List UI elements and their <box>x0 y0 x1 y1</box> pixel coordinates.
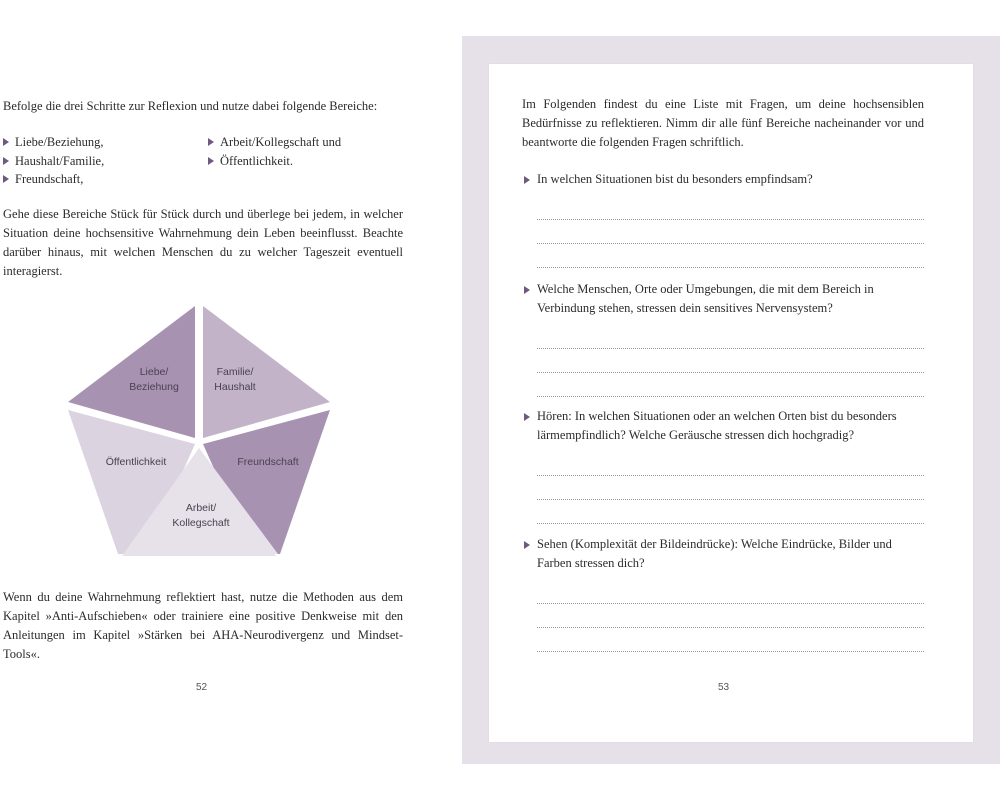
label-familie-2: Haushalt <box>214 381 256 393</box>
triangle-bullet-icon <box>524 176 530 184</box>
pentagon-diagram <box>62 302 338 560</box>
answer-lines <box>537 325 924 397</box>
triangle-bullet-icon <box>208 138 214 146</box>
page-number-left: 52 <box>196 682 208 693</box>
bullet-column-1 <box>3 133 104 189</box>
answer-line[interactable] <box>537 580 924 604</box>
label-familie-1: Familie/ <box>216 366 254 378</box>
question-block-3 <box>522 407 924 524</box>
question-block-1 <box>522 170 924 268</box>
answer-line[interactable] <box>537 604 924 628</box>
label-liebe-1: Liebe/ <box>139 366 169 378</box>
answer-lines <box>537 196 924 268</box>
list-item: Arbeit/Kollegschaft und <box>208 133 341 152</box>
list-item: Haushalt/Familie, <box>3 152 104 171</box>
triangle-bullet-icon <box>524 413 530 421</box>
left-paragraph-2: Wenn du deine Wahrnehmung reflektiert hast, nutze die Methoden aus dem Kapitel »Anti-Aufschieben« oder trainiere eine positive Denkweise mit den Anleitungen im Kapitel »Stärken bei AHA-Neurodivergenz und Mindset-Tools«. <box>3 590 403 661</box>
bullet-column-2 <box>208 133 341 170</box>
question-block-4 <box>522 535 924 652</box>
answer-line[interactable] <box>537 476 924 500</box>
page-number-right: 53 <box>718 682 730 693</box>
triangle-bullet-icon <box>524 541 530 549</box>
right-intro-text: Im Folgenden findest du eine Liste mit Fragen, um deine hochsensiblen Bedürfnisse zu reflektieren. Nimm dir alle fünf Bereiche nacheinander vor und beantworte die folgenden Fragen schriftlich. <box>522 97 924 149</box>
label-arbeit-2: Kollegschaft <box>172 517 230 529</box>
answer-lines <box>537 580 924 652</box>
list-item: Liebe/Beziehung, <box>3 133 104 152</box>
triangle-bullet-icon <box>3 157 9 165</box>
answer-line[interactable] <box>537 325 924 349</box>
answer-lines <box>537 452 924 524</box>
label-freundschaft: Freundschaft <box>237 456 299 468</box>
question-text: Hören: In welchen Situationen oder an welchen Orten bist du besonders lärmempfindlich? Welche Geräusche stressen dich hochgradig? <box>522 407 924 445</box>
question-text: In welchen Situationen bist du besonders empfindsam? <box>522 170 924 189</box>
left-page <box>0 0 462 800</box>
left-intro-text: Befolge die drei Schritte zur Reflexion und nutze dabei folgende Bereiche: <box>3 99 378 113</box>
label-liebe-2: Beziehung <box>129 381 179 393</box>
left-paragraph-1: Gehe diese Bereiche Stück für Stück durch und überlege bei jedem, in welcher Situation deine hochsensitive Wahrnehmung dein Leben beeinflusst. Beachte darüber hinaus, mit welchen Menschen du zu welcher Tageszeit eventuell interagierst. <box>3 207 403 278</box>
answer-line[interactable] <box>537 628 924 652</box>
answer-line[interactable] <box>537 452 924 476</box>
answer-line[interactable] <box>537 500 924 524</box>
question-text: Welche Menschen, Orte oder Umgebungen, die mit dem Bereich in Verbindung stehen, stressen dein sensitives Nervensystem? <box>522 280 924 318</box>
question-block-2 <box>522 280 924 397</box>
list-item: Öffentlichkeit. <box>208 152 341 171</box>
triangle-bullet-icon <box>3 175 9 183</box>
list-item: Freundschaft, <box>3 170 104 189</box>
label-arbeit-1: Arbeit/ <box>185 502 217 514</box>
label-oeffentlichkeit: Öffentlichkeit <box>105 456 167 468</box>
triangle-bullet-icon <box>3 138 9 146</box>
answer-line[interactable] <box>537 196 924 220</box>
answer-line[interactable] <box>537 349 924 373</box>
triangle-bullet-icon <box>524 286 530 294</box>
answer-line[interactable] <box>537 220 924 244</box>
triangle-bullet-icon <box>208 157 214 165</box>
answer-line[interactable] <box>537 244 924 268</box>
question-text: Sehen (Komplexität der Bildeindrücke): Welche Eindrücke, Bilder und Farben stressen dich? <box>522 535 924 573</box>
answer-line[interactable] <box>537 373 924 397</box>
